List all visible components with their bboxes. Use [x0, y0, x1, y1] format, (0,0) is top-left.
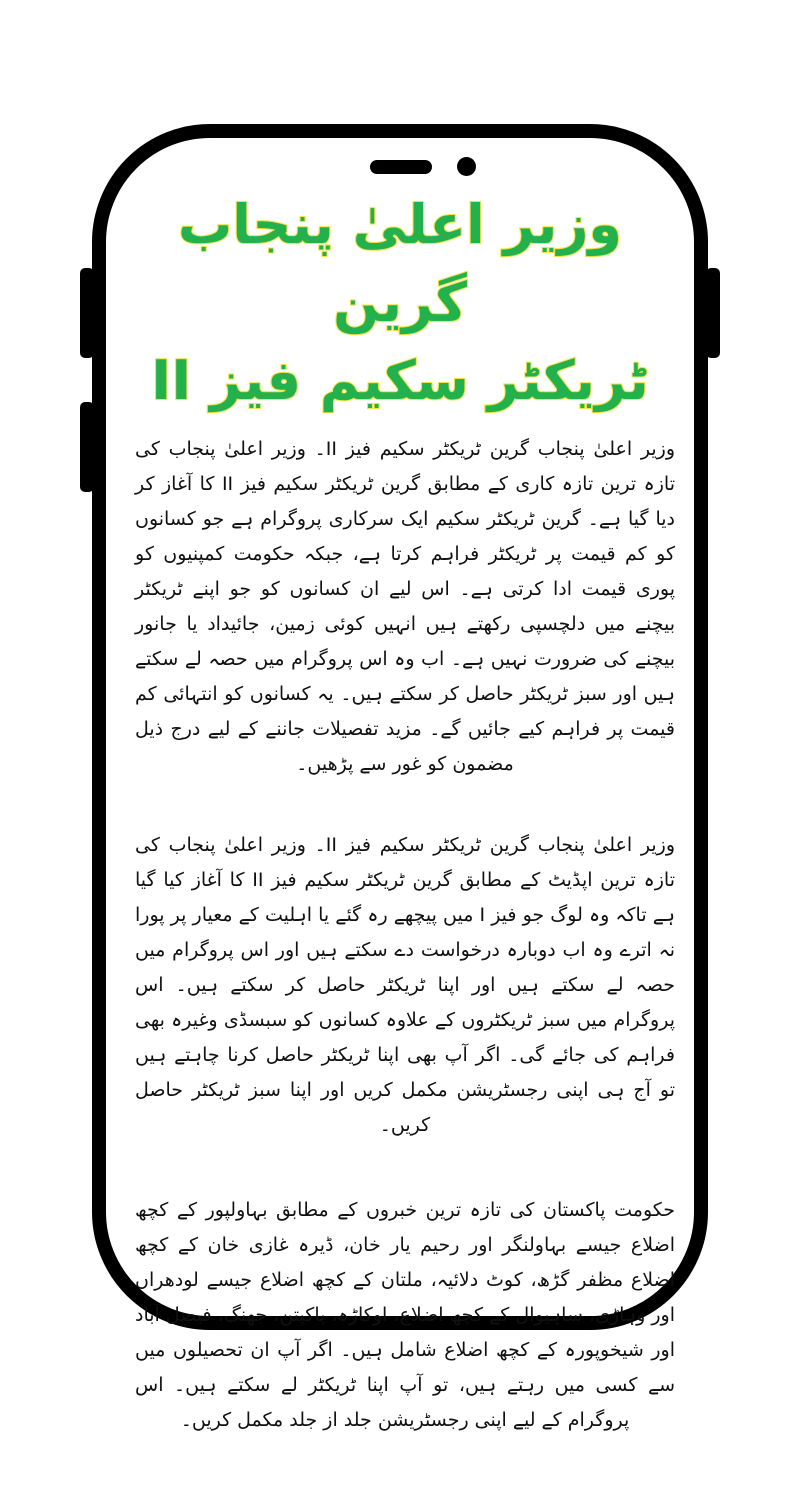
title-line-2: ٹریکٹر سکیم فیز II [151, 349, 649, 412]
speaker-icon [370, 160, 432, 174]
article-body [135, 432, 675, 1484]
camera-icon [457, 157, 476, 176]
page-title [140, 186, 660, 420]
power-button [706, 268, 720, 358]
article-paragraph: وزیر اعلیٰ پنجاب گرین ٹریکٹر سکیم فیز II۔ وزیر اعلیٰ پنجاب کی تازہ ترین اپڈیٹ کے مطابق گرین ٹریکٹر سکیم فیز II کا آغاز کیا گیا ہے تاکہ وہ لوگ جو فیز I میں پیچھے رہ گئے یا اہلیت کے معیار پر پورا نہ اترے وہ اب دوبارہ درخواست دے سکتے ہیں اور اس پروگرام میں حصہ لے سکتے ہیں اور اپنا ٹریکٹر حاصل کر سکتے ہیں۔ اس پروگرام میں سبز ٹریکٹروں کے علاوہ کسانوں کو سبسڈی وغیرہ بھی فراہم کی جائے گی۔ اگر آپ بھی اپنا ٹریکٹر حاصل کرنا چاہتے ہیں تو آج ہی اپنی رجسٹریشن مکمل کریں اور اپنا سبز ٹریکٹر حاصل کریں۔ [135, 834, 676, 1136]
title-line-1: وزیر اعلیٰ پنجاب گرین [178, 193, 622, 334]
article-paragraph: حکومت پاکستان کی تازہ ترین خبروں کے مطابق بہاولپور کے کچھ اضلاع جیسے بہاولنگر اور رحیم یار خان، ڈیرہ غازی خان کے کچھ اضلاع مظفر گڑھ، کوٹ دلائیہ، ملتان کے کچھ اضلاع جیسے لودھراں اور وہاڑی، ساہیوال کے کچھ اضلاع، اوکاڑہ، پاکپتن، جھنگ، فیصل آباد اور شیخوپورہ کے کچھ اضلاع شامل ہیں۔ اگر آپ ان تحصیلوں میں سے کسی میں رہتے ہیں، تو آپ اپنا ٹریکٹر لے سکتے ہیں۔ اس پروگرام کے لیے اپنی رجسٹریشن جلد از جلد مکمل کریں۔ [135, 1199, 675, 1431]
article-paragraph: وزیر اعلیٰ پنجاب گرین ٹریکٹر سکیم فیز II۔ وزیر اعلیٰ پنجاب کی تازہ ترین تازہ کاری کے مطابق گرین ٹریکٹر سکیم فیز II کا آغاز کر دیا گیا ہے۔ گرین ٹریکٹر سکیم ایک سرکاری پروگرام ہے جو کسانوں کو کم قیمت پر ٹریکٹر فراہم کرتا ہے، جبکہ حکومت کمپنیوں کو پوری قیمت ادا کرتی ہے۔ اس لیے ان کسانوں کو جو اپنے ٹریکٹر بیچنے میں دلچسپی رکھتے ہیں انہیں کوئی زمین، جائیداد یا جانور بیچنے کی ضرورت نہیں ہے۔ اب وہ اس پروگرام میں حصہ لے سکتے ہیں اور سبز ٹریکٹر حاصل کر سکتے ہیں۔ یہ کسانوں کو انتہائی کم قیمت پر فراہم کیے جائیں گے۔ مزید تفصیلات جاننے کے لیے درج ذیل مضمون کو غور سے پڑھیں۔ [135, 438, 676, 775]
